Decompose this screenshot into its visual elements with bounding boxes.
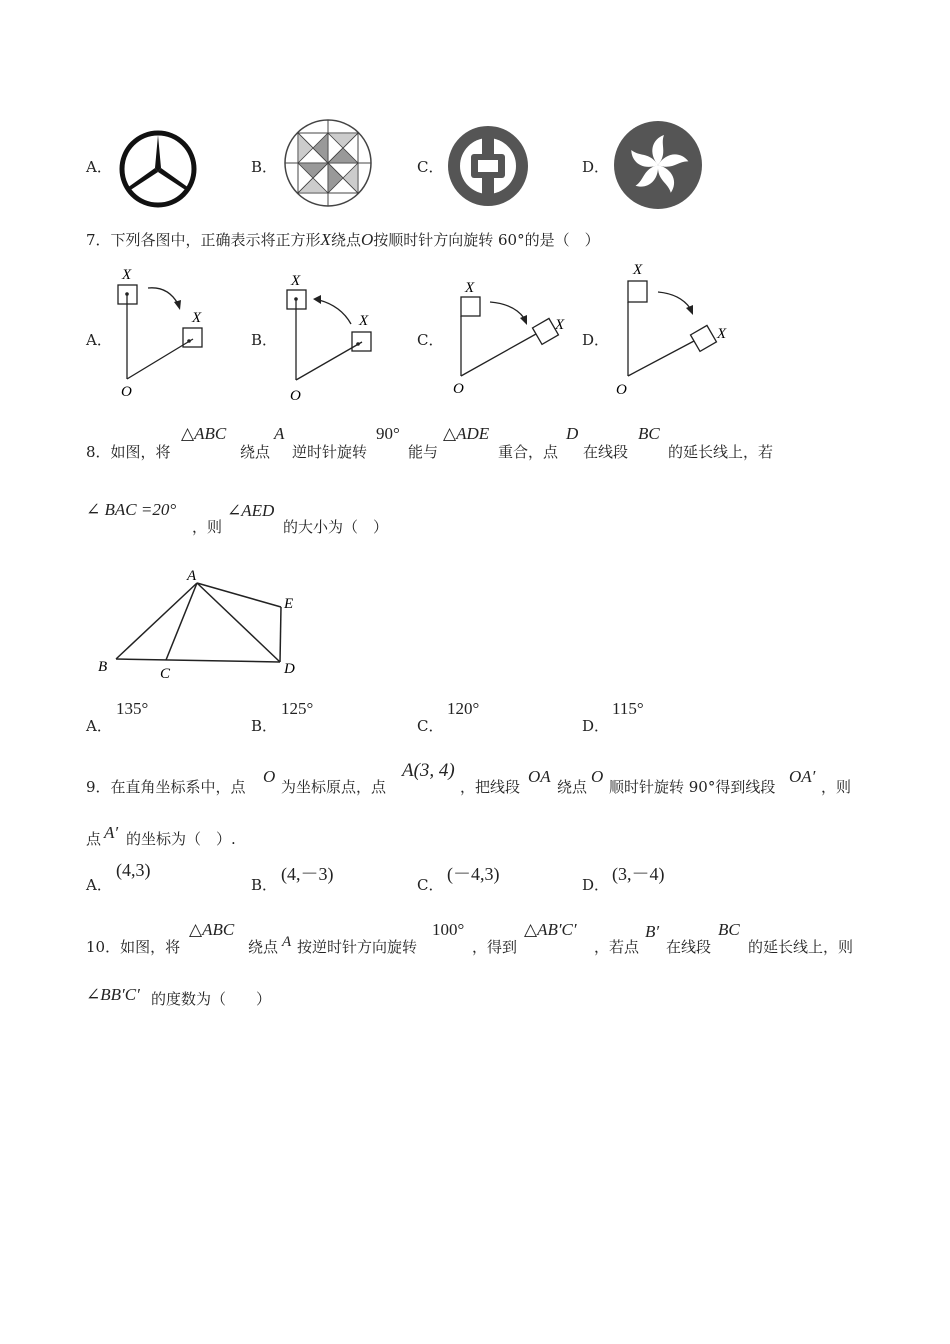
q8-text-1: 8．如图，将 <box>86 443 171 461</box>
q8-text-8: ，则 <box>192 518 223 536</box>
q8-pt-d: D <box>566 424 579 443</box>
q8-fig-label-b: B <box>98 659 108 675</box>
q8-fig-label-a: A <box>187 568 197 584</box>
q8-option-b-value: 125° <box>281 699 314 718</box>
q9-pt-o: O <box>263 767 276 786</box>
q9-option-d-label: D． <box>582 876 610 894</box>
q8-option-a-label: A． <box>86 717 112 735</box>
q7c-label-x1: X <box>465 280 475 296</box>
q9-pt-a: A(3, 4) <box>402 760 455 781</box>
q9-option-c-value: (－4,3) <box>447 864 500 884</box>
q8-tri-abc: △ABC <box>181 424 227 443</box>
q7-stem-end: 按顺时针方向旋转 60°的是（ ） <box>373 231 600 249</box>
q9-option-b-value: (4,－3) <box>281 864 334 884</box>
q7-option-c-label: C． <box>417 331 444 349</box>
q10-seg-bc: BC <box>718 920 740 939</box>
q8-text-7: 的延长线上，若 <box>668 443 774 461</box>
q9-text-7: 点 <box>86 830 102 848</box>
q7d-label-x1: X <box>633 262 643 278</box>
q8-deg90: 90° <box>376 424 400 443</box>
q9-pt-o2: O <box>591 767 604 786</box>
q9-text-8: 的坐标为（ ）. <box>126 830 236 848</box>
q8-fig-label-c: C <box>160 666 171 682</box>
q7-option-d-label: D． <box>582 331 610 349</box>
q9-option-a-label: A． <box>86 876 112 894</box>
q10-text-7: 的延长线上，则 <box>748 938 854 956</box>
q8-option-d-value: 115° <box>612 699 644 718</box>
q10-pt-b-prime: B′ <box>645 922 660 941</box>
q10-pt-a: A <box>282 934 292 950</box>
q9-seg-oa: OA <box>528 767 551 786</box>
q7-figure-c <box>448 272 578 398</box>
q9-text-5: 顺时针旋转 90°得到线段 <box>609 778 776 796</box>
q8-option-c-value: 120° <box>447 699 480 718</box>
q8-option-a-value: 135° <box>116 699 149 718</box>
q10-text-2: 绕点 <box>248 938 279 956</box>
q8-tri-ade: △ADE <box>443 424 490 443</box>
q8-option-b-label: B． <box>251 717 278 735</box>
q7-stem-mid: 绕点 <box>330 231 361 249</box>
q8-text-9: 的大小为（ ） <box>283 518 389 536</box>
bauhinia-flower-icon <box>612 119 704 211</box>
q7b-label-x2: X <box>359 313 369 329</box>
q10-text-1: 10．如图，将 <box>86 938 181 956</box>
q7-stem-var-x: X <box>320 230 331 249</box>
q7b-label-x1: X <box>291 273 301 289</box>
q7b-label-o: O <box>290 388 301 404</box>
q8-seg-bc: BC <box>638 424 660 443</box>
q8-text-2: 绕点 <box>240 443 271 461</box>
q10-tri-abc: △ABC <box>189 920 235 939</box>
q9-option-b-label: B． <box>251 876 278 894</box>
q7c-label-o: O <box>453 381 464 397</box>
q10-text-8: 的度数为（ ） <box>151 990 272 1008</box>
q6-option-b-label: B． <box>251 158 278 176</box>
q10-deg100: 100° <box>432 920 465 939</box>
q8-angle-bac: ∠ BAC =20° <box>86 500 177 519</box>
q7-stem <box>86 229 600 250</box>
q10-angle: ∠BB′C′ <box>86 985 140 1004</box>
q7a-label-o: O <box>121 384 132 398</box>
q8-triangle-figure <box>96 562 310 686</box>
q8-text-5: 重合，点 <box>498 443 559 461</box>
q10-text-3: 按逆时针方向旋转 <box>297 938 418 956</box>
q7d-label-x2: X <box>717 326 727 342</box>
q8-option-d-label: D． <box>582 717 610 735</box>
q10-text-5: ，若点 <box>594 938 640 956</box>
q7c-label-x2: X <box>555 317 565 333</box>
q9-option-c-label: C． <box>417 876 444 894</box>
pinwheel-circle-icon <box>282 117 374 209</box>
q7-figure-b <box>279 264 389 404</box>
q9-var-a-prime: A′ <box>104 823 119 842</box>
q10-text-4: ，得到 <box>472 938 518 956</box>
q7a-label-x1: X <box>122 267 132 283</box>
mercedes-logo-icon <box>117 128 199 210</box>
q8-text-4: 能与 <box>408 443 439 461</box>
q7-option-a-label: A． <box>86 331 112 349</box>
bank-of-china-logo-icon <box>445 123 531 209</box>
q9-text-2: 为坐标原点，点 <box>281 778 387 796</box>
q9-text-4: 绕点 <box>557 778 588 796</box>
q9-text-3: ，把线段 <box>460 778 521 796</box>
q9-text-1: 9．在直角坐标系中，点 <box>86 778 246 796</box>
q8-fig-label-d: D <box>284 661 295 677</box>
q8-text-3: 逆时针旋转 <box>292 443 368 461</box>
q7-stem-var-o: O <box>360 230 374 249</box>
q8-angle-aed: ∠AED <box>227 501 275 520</box>
q8-pt-a: A <box>274 424 285 443</box>
q6-option-a-label: A． <box>86 158 112 176</box>
q9-option-d-value: (3,－4) <box>612 864 665 884</box>
q9-option-a-value: (4,3) <box>116 860 151 880</box>
q8-fig-label-e: E <box>284 596 294 612</box>
q9-seg-oa-prime: OA′ <box>789 767 816 786</box>
q10-tri-abc-prime: △AB′C′ <box>524 920 577 939</box>
q7-figure-d <box>612 258 742 398</box>
q7-stem-text: 7．下列各图中，正确表示将正方形 <box>86 231 321 249</box>
q7-figure-a <box>110 264 220 398</box>
q10-text-6: 在线段 <box>666 938 712 956</box>
q8-text-6: 在线段 <box>583 443 629 461</box>
q8-option-c-label: C． <box>417 717 444 735</box>
q7-option-b-label: B． <box>251 331 278 349</box>
q7a-label-x2: X <box>192 310 202 326</box>
q6-option-d-label: D． <box>582 158 610 176</box>
q7d-label-o: O <box>616 382 627 398</box>
q6-option-c-label: C． <box>417 158 444 176</box>
q9-text-6: ，则 <box>821 778 852 796</box>
